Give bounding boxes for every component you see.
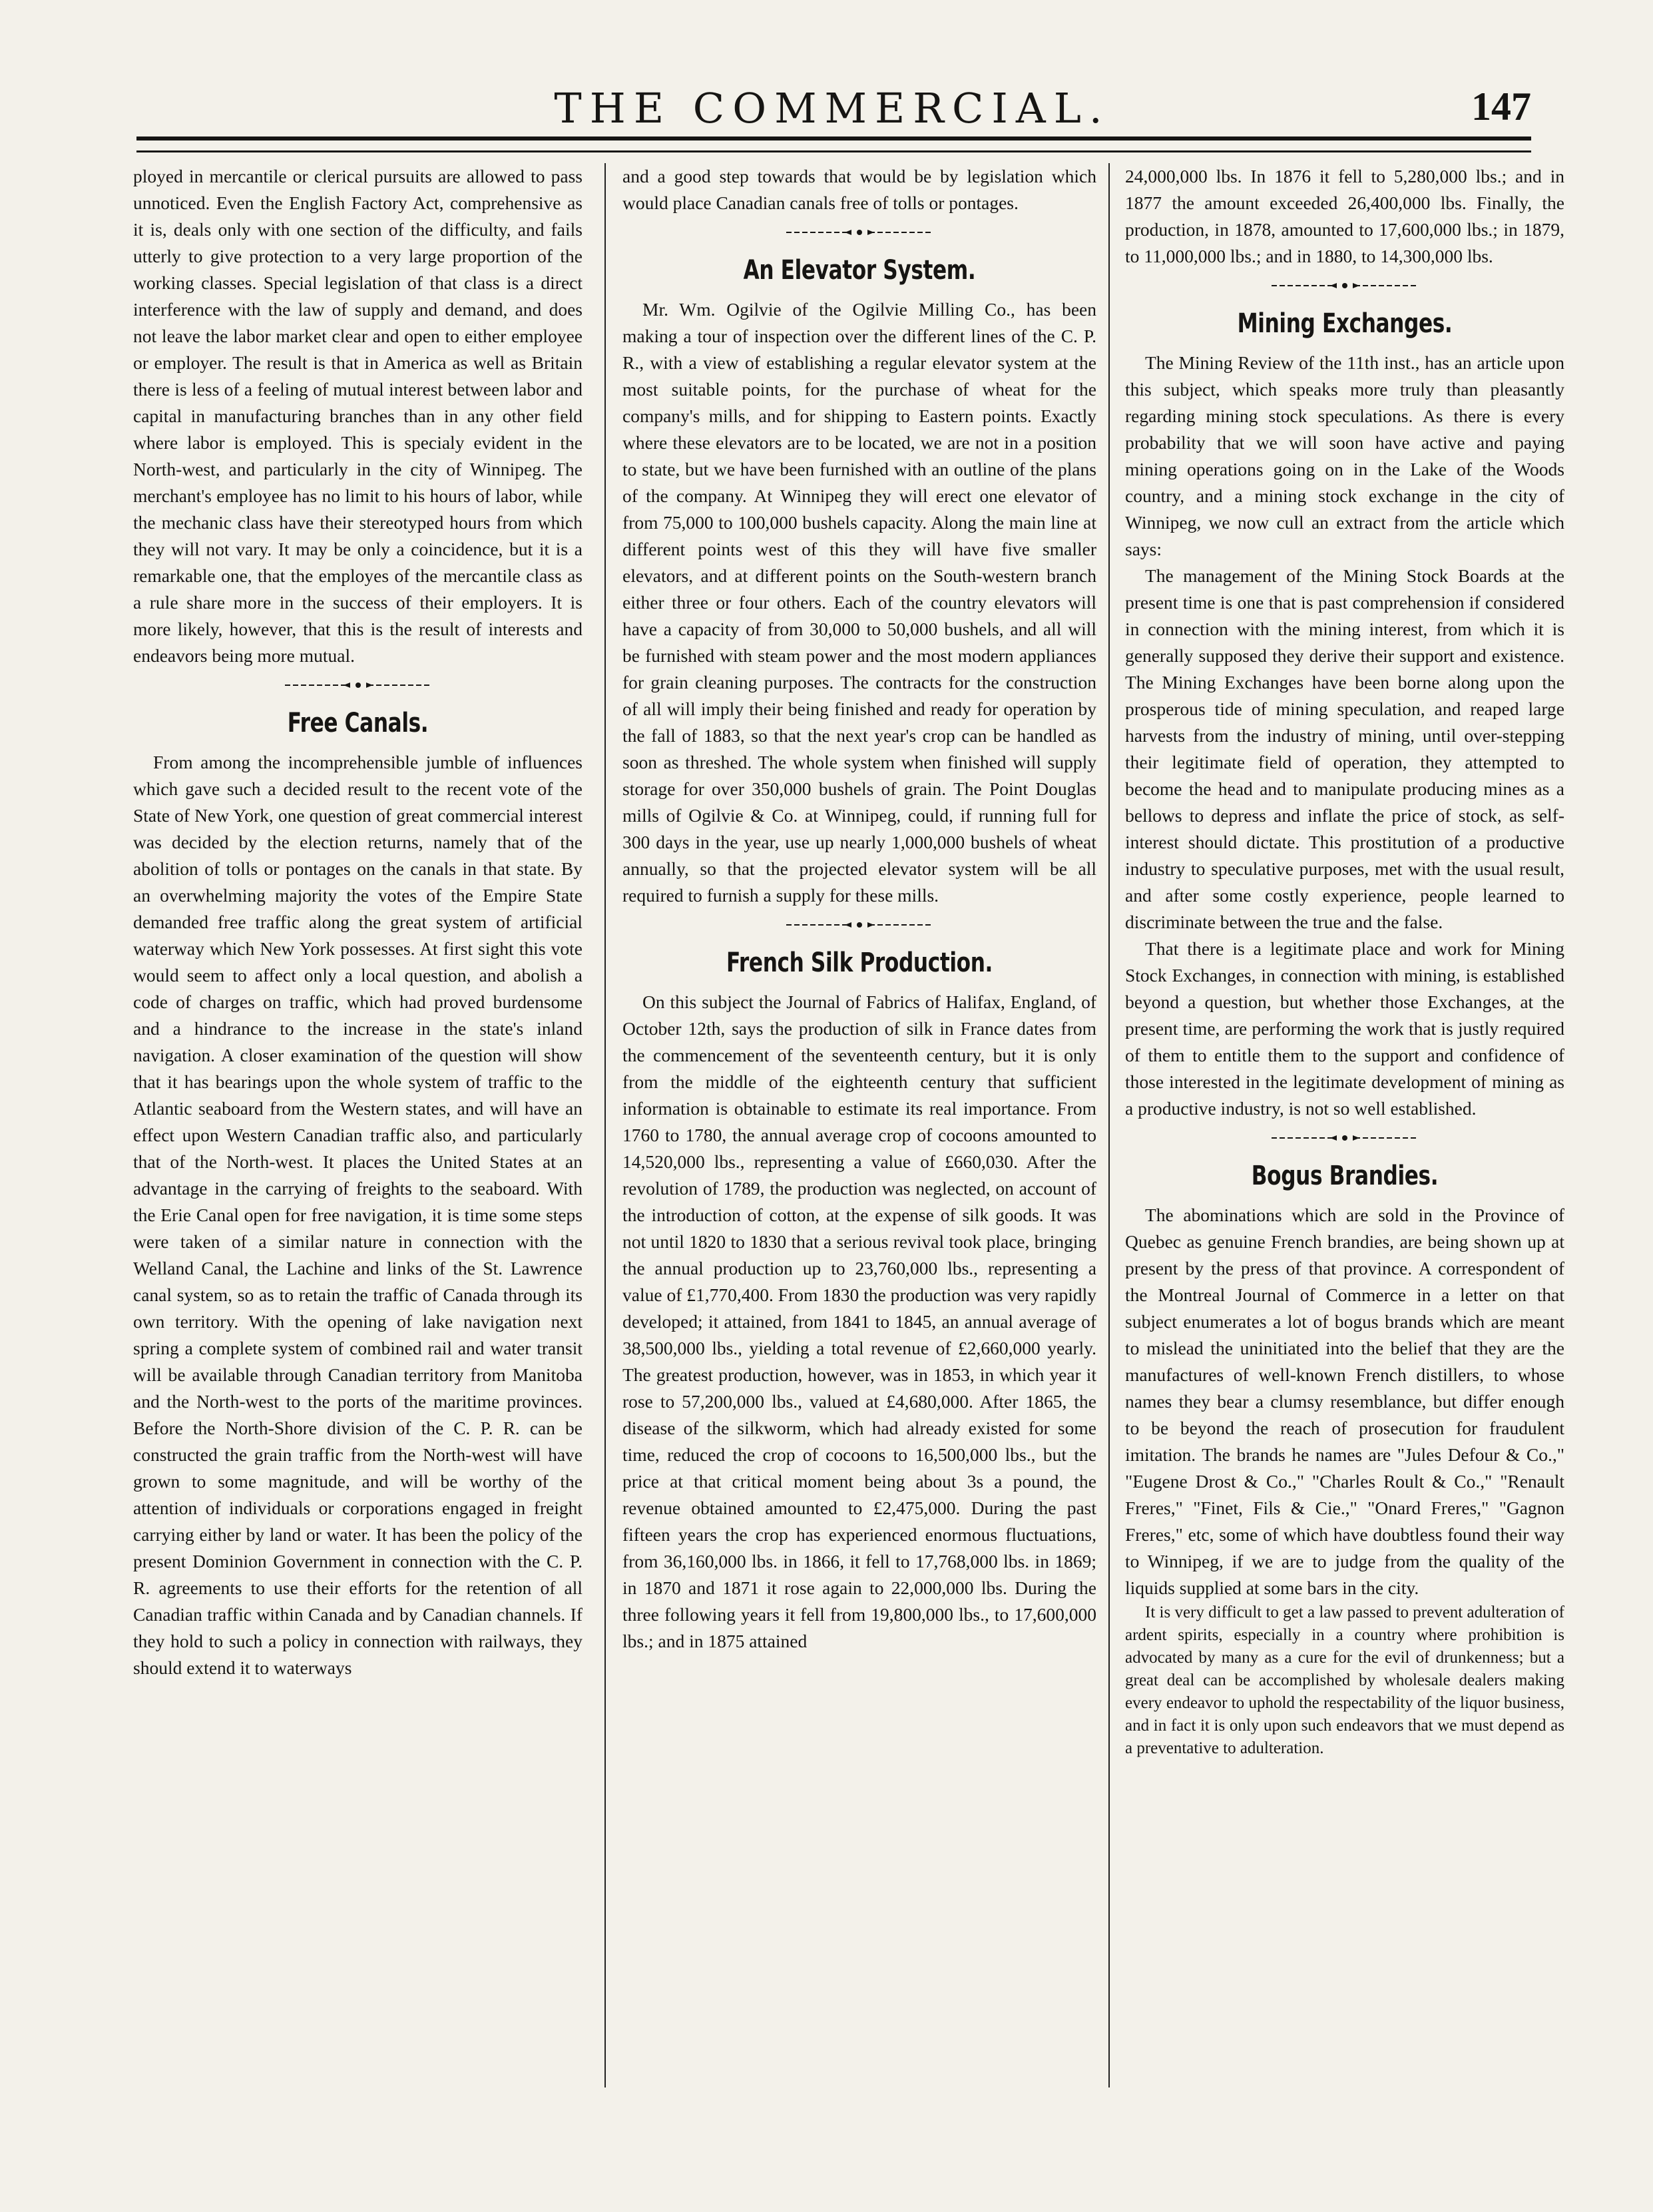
article-continuation: ployed in mercantile or clerical pursuits are allowed to pass unnoticed. Even the English Factory Act, comprehensive as it is, deals only with one section of the difficulty, and fails utterly to give protection to a very large proportion of the working classes. Special legislation of that class is a direct interference with the law of supply and demand, and does not leave the labor market clear and open to either employee or employer. The result is that in America as well as Britain there is less of a feeling of mutual interest between labor and capital in manufacturing branches than in any other field where labor is employed. This is specialy evident in the North-west, and particularly in the city of Winnipeg. The merchant's employee has no limit to his hours of labor, while the mechanic class have their stereotyped hours from which they will not vary. It may be only a coincidence, but it is a remarkable one, that the employes of the mercantile class as a rule share more in the success of their employers. It is more likely, however, that this is the result of interests and endeavors being more mutual.	[133, 166, 583, 666]
article-heading: Mining Exchanges.	[1237, 308, 1453, 339]
article-heading: An Elevator System.	[743, 255, 976, 286]
article-paragraph: It is very difficult to get a law passed to prevent adulteration of ardent spirits, especially in a country where prohibition is advocated by many as a cure for the evil of drunkenness; but a great deal can be accomplished by wholesale dealers making every endeavor to uphold the respectability of the liquor business, and in fact it is only upon such endeavors that we must depend as a preventative to adulteration.	[1125, 1603, 1564, 1757]
article-heading: French Silk Production.	[726, 948, 993, 978]
header-rule-thick	[136, 137, 1531, 140]
article-continuation: and a good step towards that would be by legislation which would place Canadian canals free of tolls or pontages.	[622, 166, 1096, 213]
section-divider	[780, 223, 939, 242]
column-rule-2	[1108, 163, 1110, 2087]
column-rule-1	[604, 163, 606, 2087]
article-paragraph: That there is a legitimate place and work for Mining Stock Exchanges, in connection with mining, is established beyond a question, but whether those Exchanges, at the present time, are performing the work that is justly required of them to entitle them to the support and confidence of those interested in the legitimate development of mining as a productive industry, is not so well established.	[1125, 938, 1564, 1119]
section-divider	[1265, 276, 1425, 295]
article-continuation: 24,000,000 lbs. In 1876 it fell to 5,280,000 lbs.; and in 1877 the amount exceeded 26,400,000 lbs. Finally, the production, in 1878, amounted to 17,600,000 lbs.; in 1879, to 11,000,000 lbs.; and in 1880, to 14,300,000 lbs.	[1125, 166, 1564, 266]
section-divider	[780, 916, 939, 934]
header-rule-thin	[136, 150, 1531, 152]
masthead	[133, 79, 1531, 132]
article-heading: Bogus Brandies.	[1251, 1161, 1439, 1191]
article-paragraph: The management of the Mining Stock Boards at the present time is one that is past comprehension if considered in connection with the mining interest, from which it is generally supposed they derive their support and existence. The Mining Exchanges have been borne along upon the prosperous tide of mining speculation, and reaped large harvests from the industry of mining, until over-stepping their legitimate field of operation, they attempted to become the head and to manipulate producing mines as a bellows to depress and inflate the price of stock, as self-interest should dictate. This prostitution of a productive industry to speculative purposes, met with the usual result, and after some costly experience, people learned to discriminate between the true and the false.	[1125, 565, 1564, 932]
article-paragraph: The abominations which are sold in the Province of Quebec as genuine French brandies, are being shown up at present by the press of that province. A correspondent of the Montreal Journal of Commerce in a letter on that subject enumerates a lot of bogus brands which are meant to mislead the uninitiated into the belief that they are the manufactures of well-known French distillers, to whose names they bear a clumsy resemblance, but differ enough to be beyond the reach of prosecution for fraudulent imitation. The brands he names are "Jules Defour & Co.," "Eugene Drost & Co.," "Charles Roult & Co.," "Renault Freres," "Finet, Fils & Cie.," "Onard Freres," "Gagnon Freres," etc, some of which have doubtless found their way to Winnipeg, if we are to judge from the quality of the liquids supplied at some bars in the city.	[1125, 1205, 1564, 1598]
column-3	[1125, 163, 1564, 2087]
page-number: 147	[1471, 85, 1531, 129]
publication-title: THE COMMERCIAL.	[554, 84, 1110, 133]
article-paragraph: On this subject the Journal of Fabrics of Halifax, England, of October 12th, says the production of silk in France dates from the commencement of the seventeenth century, but it is only from the middle of the eighteenth century that sufficient information is obtainable to estimate its real importance. From 1760 to 1780, the annual average crop of cocoons amounted to 14,520,000 lbs., representing a value of £660,030. After the revolution of 1789, the production was neglected, on account of the introduction of cotton, at the expense of silk goods. It was not until 1820 to 1830 that a serious revival took place, bringing the annual production up to 23,760,000 lbs., representing a value of £1,770,400. From 1830 the production was very rapidly developed; it attained, from 1841 to 1845, an annual average of 38,500,000 lbs., yielding a total revenue of £2,660,000 yearly. The greatest production, however, was in 1853, in which year it rose to 57,200,000 lbs., valued at £4,680,000. After 1865, the disease of the silkworm, which had already existed for some time, reduced the crop of cocoons to 16,500,000 lbs., but the price at that critical moment being about 3s a pound, the revenue obtained amounted to £2,475,000. During the past fifteen years the crop has experienced enormous fluctuations, from 36,160,000 lbs. in 1866, it fell to 17,768,000 lbs. in 1869; in 1870 and 1871 it rose again to 22,000,000 lbs. During the three following years it fell from 19,800,000 lbs., to 17,600,000 lbs.; and in 1875 attained	[622, 991, 1096, 1651]
column-1	[133, 163, 583, 2087]
section-divider	[1265, 1129, 1425, 1147]
article-heading: Free Canals.	[287, 708, 429, 738]
article-paragraph: The Mining Review of the 11th inst., has an article upon this subject, which speaks more truly than pleasantly regarding mining stock speculations. As there is every probability that we will soon have active and paying mining operations going on in the Lake of the Woods country, and a mining stock exchange in the city of Winnipeg, we now cull an extract from the article which says:	[1125, 352, 1564, 559]
article-paragraph: Mr. Wm. Ogilvie of the Ogilvie Milling Co., has been making a tour of inspection over the different lines of the C. P. R., with a view of establishing a regular elevator system at the most suitable points, for the purchase of wheat for the company's mills, and for shipping to Eastern points. Exactly where these elevators are to be located, we are not in a position to state, but we have been furnished with an outline of the plans of the company. At Winnipeg they will erect one elevator of from 75,000 to 100,000 bushels capacity. Along the main line at different points west of this they will have five smaller elevators, and at different points on the South-western branch either three or four others. Each of the country elevators will have a capacity of from 30,000 to 50,000 bushels, and all will be furnished with steam power and the most modern appliances for grain cleaning purposes. The contracts for the construction of all will imply their being finished and ready for operation by the fall of 1883, so that the next year's crop can be handled as soon as threshed. The whole system when finished will supply storage for over 350,000 bushels of grain. The Point Douglas mills of Ogilvie & Co. at Winnipeg, could, if running full for 300 days in the year, use up nearly 1,000,000 bushels of wheat annually, so that the projected elevator system will be all required to furnish a supply for these mills.	[622, 299, 1096, 906]
column-2	[622, 163, 1096, 2087]
section-divider	[278, 676, 438, 694]
article-paragraph: From among the incomprehensible jumble of influences which gave such a decided result to the recent vote of the State of New York, one question of great commercial interest was decided by the election returns, namely that of the abolition of tolls or pontages on the canals in that state. By an overwhelming majority the votes of the Empire State demanded free traffic along the great system of artificial waterway which New York possesses. At first sight this vote would seem to affect only a local question, and abolish a code of charges on traffic, which had proved burdensome and a hindrance to the increase in the state's inland navigation. A closer examination of the question will show that it has bearings upon the whole system of traffic to the Atlantic seaboard from the Western states, and will have an effect upon Western Canadian traffic also, and particularly that of the North-west. It places the United States at an advantage in the carrying of freights to the seaboard. With the Erie Canal open for free navigation, it is time some steps were taken of a similar nature in connection with the Welland Canal, the Lachine and links of the St. Lawrence canal system, so as to retain the traffic of Canada through its own territory. With the opening of lake navigation next spring a complete system of combined rail and water transit will be available through Canadian territory from Manitoba and the North-west to the ports of the maritime provinces. Before the North-Shore division of the C. P. R. can be constructed the grain traffic from the North-west will have grown to some magnitude, and will be worthy of the attention of individuals or corporations engaged in freight carrying either by land or water. It has been the policy of the present Dominion Government in connection with the C. P. R. agreements to use their efforts for the retention of all Canadian traffic within Canada and by Canadian channels. If they hold to such a policy in connection with railways, they should extend it to waterways	[133, 752, 583, 1678]
